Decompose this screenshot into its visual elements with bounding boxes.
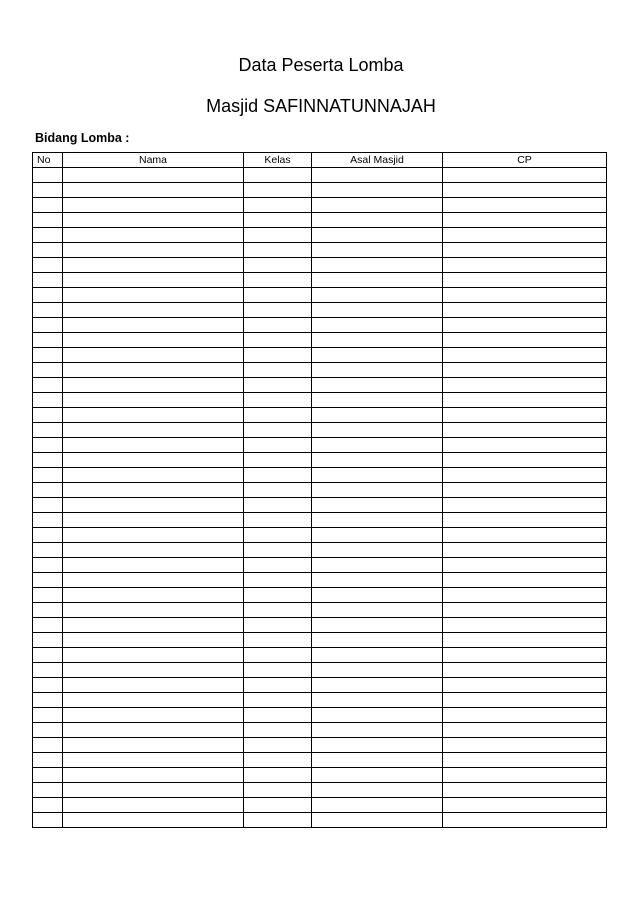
cell-kelas bbox=[244, 813, 312, 828]
cell-kelas bbox=[244, 573, 312, 588]
cell-nama bbox=[63, 723, 244, 738]
cell-cp bbox=[443, 228, 607, 243]
table-row bbox=[33, 543, 607, 558]
cell-asal-masjid bbox=[312, 438, 443, 453]
cell-nama bbox=[63, 303, 244, 318]
cell-cp bbox=[443, 258, 607, 273]
table-row bbox=[33, 228, 607, 243]
table-row bbox=[33, 243, 607, 258]
cell-cp bbox=[443, 333, 607, 348]
cell-no bbox=[33, 243, 63, 258]
cell-cp bbox=[443, 633, 607, 648]
cell-nama bbox=[63, 468, 244, 483]
table-row bbox=[33, 813, 607, 828]
cell-kelas bbox=[244, 303, 312, 318]
cell-cp bbox=[443, 798, 607, 813]
cell-no bbox=[33, 408, 63, 423]
cell-asal-masjid bbox=[312, 468, 443, 483]
table-row bbox=[33, 528, 607, 543]
cell-nama bbox=[63, 633, 244, 648]
table-row bbox=[33, 618, 607, 633]
cell-kelas bbox=[244, 198, 312, 213]
cell-no bbox=[33, 768, 63, 783]
cell-kelas bbox=[244, 318, 312, 333]
table-row bbox=[33, 453, 607, 468]
cell-cp bbox=[443, 648, 607, 663]
cell-kelas bbox=[244, 558, 312, 573]
cell-nama bbox=[63, 558, 244, 573]
cell-nama bbox=[63, 333, 244, 348]
cell-asal-masjid bbox=[312, 288, 443, 303]
cell-nama bbox=[63, 528, 244, 543]
cell-cp bbox=[443, 213, 607, 228]
table-row bbox=[33, 723, 607, 738]
table-row bbox=[33, 783, 607, 798]
cell-no bbox=[33, 753, 63, 768]
table-row bbox=[33, 288, 607, 303]
table-row bbox=[33, 363, 607, 378]
table-row bbox=[33, 513, 607, 528]
cell-asal-masjid bbox=[312, 198, 443, 213]
page-subtitle: Masjid SAFINNATUNNAJAH bbox=[206, 96, 436, 116]
cell-cp bbox=[443, 693, 607, 708]
cell-no bbox=[33, 528, 63, 543]
cell-asal-masjid bbox=[312, 348, 443, 363]
cell-no bbox=[33, 798, 63, 813]
cell-cp bbox=[443, 303, 607, 318]
cell-no bbox=[33, 558, 63, 573]
cell-no bbox=[33, 543, 63, 558]
cell-cp bbox=[443, 753, 607, 768]
cell-cp bbox=[443, 588, 607, 603]
table-row bbox=[33, 648, 607, 663]
cell-asal-masjid bbox=[312, 693, 443, 708]
cell-asal-masjid bbox=[312, 573, 443, 588]
cell-nama bbox=[63, 408, 244, 423]
table-row bbox=[33, 468, 607, 483]
cell-kelas bbox=[244, 243, 312, 258]
cell-no bbox=[33, 303, 63, 318]
cell-kelas bbox=[244, 708, 312, 723]
cell-nama bbox=[63, 498, 244, 513]
table-row bbox=[33, 708, 607, 723]
cell-kelas bbox=[244, 798, 312, 813]
cell-cp bbox=[443, 738, 607, 753]
cell-no bbox=[33, 483, 63, 498]
cell-nama bbox=[63, 318, 244, 333]
cell-kelas bbox=[244, 363, 312, 378]
cell-asal-masjid bbox=[312, 498, 443, 513]
cell-nama bbox=[63, 258, 244, 273]
cell-no bbox=[33, 378, 63, 393]
table-row bbox=[33, 438, 607, 453]
cell-asal-masjid bbox=[312, 798, 443, 813]
cell-cp bbox=[443, 198, 607, 213]
cell-nama bbox=[63, 663, 244, 678]
cell-cp bbox=[443, 723, 607, 738]
cell-no bbox=[33, 813, 63, 828]
cell-no bbox=[33, 708, 63, 723]
table-row bbox=[33, 318, 607, 333]
cell-nama bbox=[63, 438, 244, 453]
cell-kelas bbox=[244, 288, 312, 303]
column-header-nama: Nama bbox=[63, 153, 244, 168]
cell-asal-masjid bbox=[312, 243, 443, 258]
cell-nama bbox=[63, 588, 244, 603]
cell-no bbox=[33, 288, 63, 303]
cell-cp bbox=[443, 618, 607, 633]
table-row bbox=[33, 303, 607, 318]
cell-no bbox=[33, 363, 63, 378]
table-row bbox=[33, 768, 607, 783]
cell-no bbox=[33, 468, 63, 483]
cell-kelas bbox=[244, 378, 312, 393]
cell-nama bbox=[63, 543, 244, 558]
cell-asal-masjid bbox=[312, 423, 443, 438]
cell-asal-masjid bbox=[312, 543, 443, 558]
cell-cp bbox=[443, 663, 607, 678]
cell-asal-masjid bbox=[312, 648, 443, 663]
participants-table bbox=[32, 152, 607, 828]
cell-cp bbox=[443, 498, 607, 513]
cell-nama bbox=[63, 618, 244, 633]
cell-cp bbox=[443, 678, 607, 693]
cell-nama bbox=[63, 348, 244, 363]
cell-no bbox=[33, 678, 63, 693]
cell-cp bbox=[443, 378, 607, 393]
table-row bbox=[33, 408, 607, 423]
cell-asal-masjid bbox=[312, 273, 443, 288]
page-title: Data Peserta Lomba bbox=[238, 55, 404, 75]
cell-kelas bbox=[244, 633, 312, 648]
cell-asal-masjid bbox=[312, 378, 443, 393]
table-row bbox=[33, 258, 607, 273]
cell-nama bbox=[63, 423, 244, 438]
table-row bbox=[33, 798, 607, 813]
cell-kelas bbox=[244, 753, 312, 768]
cell-no bbox=[33, 348, 63, 363]
cell-cp bbox=[443, 813, 607, 828]
cell-nama bbox=[63, 243, 244, 258]
table-row bbox=[33, 333, 607, 348]
cell-asal-masjid bbox=[312, 393, 443, 408]
cell-kelas bbox=[244, 648, 312, 663]
table-row bbox=[33, 753, 607, 768]
cell-cp bbox=[443, 273, 607, 288]
cell-asal-masjid bbox=[312, 558, 443, 573]
cell-asal-masjid bbox=[312, 513, 443, 528]
cell-kelas bbox=[244, 738, 312, 753]
cell-nama bbox=[63, 708, 244, 723]
cell-no bbox=[33, 498, 63, 513]
cell-no bbox=[33, 573, 63, 588]
cell-asal-masjid bbox=[312, 783, 443, 798]
table-row bbox=[33, 558, 607, 573]
cell-cp bbox=[443, 558, 607, 573]
cell-kelas bbox=[244, 438, 312, 453]
cell-kelas bbox=[244, 483, 312, 498]
cell-no bbox=[33, 603, 63, 618]
table-row bbox=[33, 168, 607, 183]
cell-cp bbox=[443, 438, 607, 453]
cell-asal-masjid bbox=[312, 603, 443, 618]
table-row bbox=[33, 498, 607, 513]
cell-asal-masjid bbox=[312, 363, 443, 378]
cell-no bbox=[33, 648, 63, 663]
cell-asal-masjid bbox=[312, 723, 443, 738]
cell-cp bbox=[443, 573, 607, 588]
cell-no bbox=[33, 693, 63, 708]
cell-no bbox=[33, 273, 63, 288]
cell-no bbox=[33, 723, 63, 738]
cell-asal-masjid bbox=[312, 258, 443, 273]
cell-nama bbox=[63, 288, 244, 303]
cell-nama bbox=[63, 753, 244, 768]
cell-asal-masjid bbox=[312, 333, 443, 348]
cell-nama bbox=[63, 453, 244, 468]
cell-asal-masjid bbox=[312, 663, 443, 678]
cell-no bbox=[33, 588, 63, 603]
cell-nama bbox=[63, 693, 244, 708]
cell-no bbox=[33, 423, 63, 438]
table-row bbox=[33, 693, 607, 708]
cell-nama bbox=[63, 768, 244, 783]
cell-nama bbox=[63, 198, 244, 213]
cell-no bbox=[33, 198, 63, 213]
cell-nama bbox=[63, 783, 244, 798]
cell-cp bbox=[443, 318, 607, 333]
cell-no bbox=[33, 258, 63, 273]
cell-asal-masjid bbox=[312, 588, 443, 603]
cell-asal-masjid bbox=[312, 753, 443, 768]
cell-kelas bbox=[244, 588, 312, 603]
cell-no bbox=[33, 618, 63, 633]
cell-kelas bbox=[244, 783, 312, 798]
cell-cp bbox=[443, 453, 607, 468]
cell-kelas bbox=[244, 453, 312, 468]
cell-kelas bbox=[244, 213, 312, 228]
cell-nama bbox=[63, 213, 244, 228]
cell-nama bbox=[63, 183, 244, 198]
cell-cp bbox=[443, 708, 607, 723]
cell-cp bbox=[443, 348, 607, 363]
cell-cp bbox=[443, 408, 607, 423]
cell-kelas bbox=[244, 693, 312, 708]
cell-asal-masjid bbox=[312, 528, 443, 543]
table-row bbox=[33, 603, 607, 618]
table-row bbox=[33, 393, 607, 408]
cell-kelas bbox=[244, 168, 312, 183]
cell-no bbox=[33, 183, 63, 198]
cell-asal-masjid bbox=[312, 678, 443, 693]
cell-asal-masjid bbox=[312, 738, 443, 753]
cell-nama bbox=[63, 273, 244, 288]
column-header-cp: CP bbox=[443, 153, 607, 168]
column-header-asal-masjid: Asal Masjid bbox=[312, 153, 443, 168]
table-row bbox=[33, 183, 607, 198]
cell-no bbox=[33, 333, 63, 348]
table-body bbox=[33, 168, 607, 828]
cell-nama bbox=[63, 393, 244, 408]
cell-asal-masjid bbox=[312, 813, 443, 828]
cell-cp bbox=[443, 603, 607, 618]
cell-kelas bbox=[244, 408, 312, 423]
table-row bbox=[33, 573, 607, 588]
cell-no bbox=[33, 228, 63, 243]
table-row bbox=[33, 213, 607, 228]
cell-nama bbox=[63, 648, 244, 663]
cell-kelas bbox=[244, 348, 312, 363]
bidang-lomba-label: Bidang Lomba : bbox=[35, 131, 130, 145]
cell-kelas bbox=[244, 768, 312, 783]
cell-nama bbox=[63, 678, 244, 693]
cell-no bbox=[33, 783, 63, 798]
cell-asal-masjid bbox=[312, 618, 443, 633]
cell-no bbox=[33, 633, 63, 648]
cell-asal-masjid bbox=[312, 213, 443, 228]
cell-asal-masjid bbox=[312, 228, 443, 243]
column-header-kelas: Kelas bbox=[244, 153, 312, 168]
cell-cp bbox=[443, 363, 607, 378]
cell-asal-masjid bbox=[312, 318, 443, 333]
table-row bbox=[33, 663, 607, 678]
cell-nama bbox=[63, 168, 244, 183]
cell-asal-masjid bbox=[312, 303, 443, 318]
cell-cp bbox=[443, 423, 607, 438]
cell-nama bbox=[63, 483, 244, 498]
cell-asal-masjid bbox=[312, 633, 443, 648]
cell-kelas bbox=[244, 183, 312, 198]
cell-kelas bbox=[244, 333, 312, 348]
cell-no bbox=[33, 438, 63, 453]
cell-kelas bbox=[244, 393, 312, 408]
cell-no bbox=[33, 738, 63, 753]
cell-cp bbox=[443, 483, 607, 498]
cell-cp bbox=[443, 768, 607, 783]
cell-kelas bbox=[244, 273, 312, 288]
cell-no bbox=[33, 393, 63, 408]
cell-asal-masjid bbox=[312, 408, 443, 423]
cell-kelas bbox=[244, 423, 312, 438]
table-row bbox=[33, 633, 607, 648]
cell-kelas bbox=[244, 528, 312, 543]
cell-no bbox=[33, 213, 63, 228]
cell-cp bbox=[443, 288, 607, 303]
cell-kelas bbox=[244, 498, 312, 513]
table-row bbox=[33, 198, 607, 213]
cell-asal-masjid bbox=[312, 453, 443, 468]
cell-nama bbox=[63, 813, 244, 828]
cell-cp bbox=[443, 513, 607, 528]
table-row bbox=[33, 378, 607, 393]
cell-no bbox=[33, 318, 63, 333]
cell-kelas bbox=[244, 228, 312, 243]
cell-nama bbox=[63, 513, 244, 528]
cell-kelas bbox=[244, 618, 312, 633]
table-header-row bbox=[33, 153, 607, 168]
table-row bbox=[33, 273, 607, 288]
cell-nama bbox=[63, 573, 244, 588]
cell-nama bbox=[63, 363, 244, 378]
cell-nama bbox=[63, 378, 244, 393]
cell-cp bbox=[443, 783, 607, 798]
table-row bbox=[33, 348, 607, 363]
cell-kelas bbox=[244, 258, 312, 273]
cell-no bbox=[33, 453, 63, 468]
cell-asal-masjid bbox=[312, 183, 443, 198]
cell-asal-masjid bbox=[312, 768, 443, 783]
cell-cp bbox=[443, 168, 607, 183]
cell-kelas bbox=[244, 603, 312, 618]
cell-nama bbox=[63, 798, 244, 813]
cell-cp bbox=[443, 393, 607, 408]
cell-cp bbox=[443, 468, 607, 483]
table-row bbox=[33, 423, 607, 438]
cell-cp bbox=[443, 528, 607, 543]
cell-asal-masjid bbox=[312, 483, 443, 498]
table-row bbox=[33, 678, 607, 693]
cell-no bbox=[33, 168, 63, 183]
cell-kelas bbox=[244, 723, 312, 738]
cell-no bbox=[33, 513, 63, 528]
cell-cp bbox=[443, 183, 607, 198]
cell-kelas bbox=[244, 543, 312, 558]
cell-kelas bbox=[244, 468, 312, 483]
table-row bbox=[33, 588, 607, 603]
cell-kelas bbox=[244, 663, 312, 678]
table-row bbox=[33, 483, 607, 498]
column-header-no: No bbox=[33, 153, 63, 168]
cell-kelas bbox=[244, 513, 312, 528]
cell-kelas bbox=[244, 678, 312, 693]
cell-nama bbox=[63, 603, 244, 618]
cell-asal-masjid bbox=[312, 168, 443, 183]
cell-no bbox=[33, 663, 63, 678]
cell-nama bbox=[63, 738, 244, 753]
cell-nama bbox=[63, 228, 244, 243]
table-row bbox=[33, 738, 607, 753]
cell-cp bbox=[443, 243, 607, 258]
cell-asal-masjid bbox=[312, 708, 443, 723]
cell-cp bbox=[443, 543, 607, 558]
